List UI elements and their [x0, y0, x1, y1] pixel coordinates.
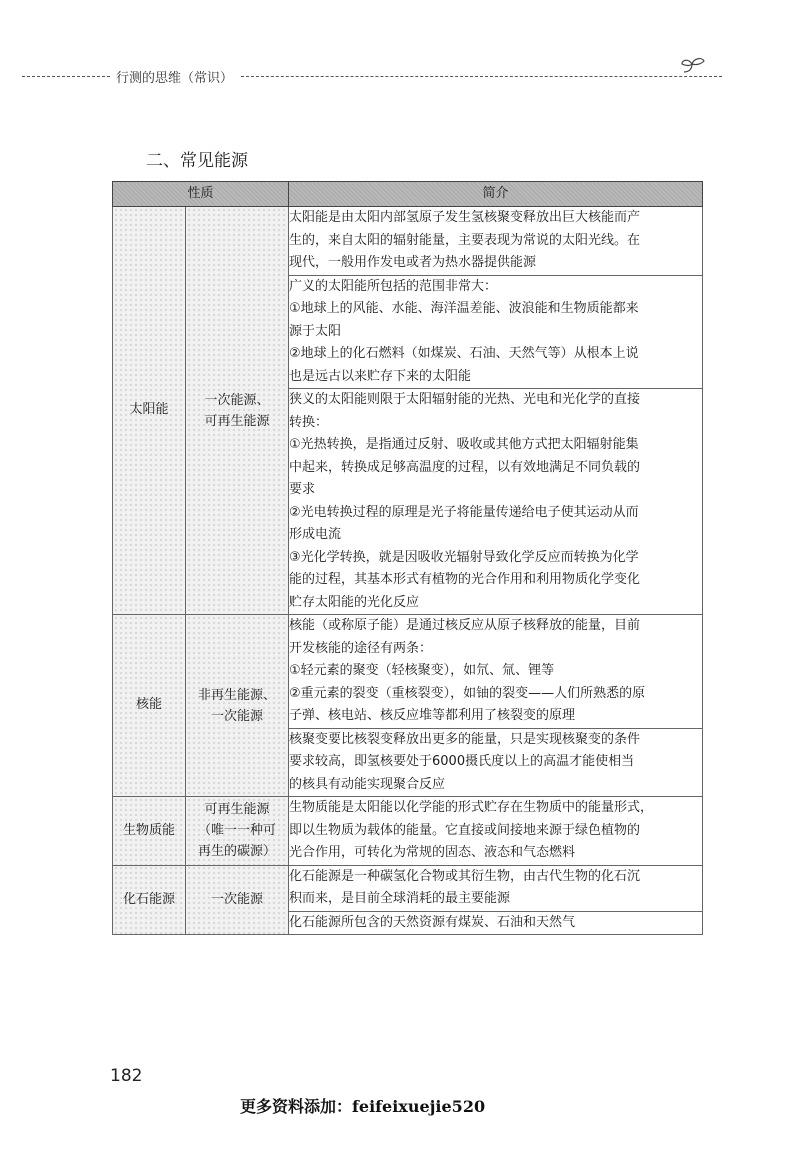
description-line: 也是远古以来贮存下来的太阳能	[289, 368, 472, 384]
description-line: 转换：	[289, 414, 329, 430]
description-line: ②光电转换过程的原理是光子将能量传递给电子使其运动从而	[289, 504, 639, 520]
description-cell	[289, 797, 703, 866]
sprout-icon	[680, 56, 706, 76]
page-number: 182	[110, 1066, 143, 1086]
description-line: 积而来，是目前全球消耗的最主要能源	[289, 891, 511, 906]
description-line: 光合作用，可转化为常规的固态、液态和气态燃料	[289, 845, 576, 860]
description-line: 核能（或称原子能）是通过核反应从原子核释放的能量，目前	[289, 618, 641, 633]
description-line: 开发核能的途径有两条：	[289, 640, 433, 656]
description-line: ①轻元素的聚变（轻核聚变），如氘、氚、锂等	[289, 663, 555, 678]
header-rule-left	[22, 76, 110, 77]
nature-line: 一次能源	[211, 708, 264, 724]
nature-line: 一次能源	[211, 892, 264, 908]
energy-nature-cell	[186, 615, 289, 797]
description-line: 要求较高，即氢核要处于6000摄氏度以上的高温才能使相当	[289, 754, 635, 769]
description-cell	[289, 615, 703, 729]
nature-line: （唯一一种可	[198, 823, 277, 839]
description-line: 即以生物质为载体的能量。它直接或间接地来源于绿色植物的	[289, 822, 641, 838]
description-line: ②地球上的化石燃料（如煤炭、石油、天然气等）从根本上说	[289, 346, 639, 361]
nature-line: 再生的碳源）	[198, 844, 277, 860]
energy-type-cell: 生物质能	[113, 797, 186, 866]
table-header-row	[113, 182, 703, 207]
section-title: 二、常见能源	[146, 151, 248, 171]
running-header	[22, 64, 722, 88]
energy-type-cell: 化石能源	[113, 865, 186, 935]
nature-line: 非再生能源、	[198, 687, 277, 703]
description-line: 贮存太阳能的光化反应	[289, 594, 420, 610]
description-cell	[289, 728, 703, 797]
description-line: 太阳能是由太阳内部氢原子发生氢核聚变释放出巨大核能而产	[289, 210, 641, 225]
description-line: 核聚变要比核裂变释放出更多的能量，只是实现核聚变的条件	[289, 731, 641, 747]
table-row	[113, 207, 703, 276]
description-line: ③光化学转换，就是因吸收光辐射导致化学反应而转换为化学	[289, 549, 639, 565]
description-line: 广义的太阳能所包括的范围非常大：	[289, 278, 498, 294]
description-cell	[289, 865, 703, 911]
description-line: 化石能源是一种碳氢化合物或其衍生物，由古代生物的化石沉	[289, 868, 641, 884]
description-line: 源于太阳	[289, 323, 342, 339]
energy-nature-cell	[186, 865, 289, 935]
description-line: 生的，来自太阳的辐射能量，主要表现为常说的太阳光线。在	[289, 232, 641, 248]
energy-nature-cell	[186, 207, 289, 615]
description-cell	[289, 389, 703, 615]
nature-line: 可再生能源	[204, 413, 270, 429]
header-nature: 性质	[113, 182, 289, 207]
energy-table	[112, 181, 703, 935]
description-line: 生物质能是太阳能以化学能的形式贮存在生物质中的能量形式，	[289, 800, 654, 815]
description-line: 能的过程，其基本形式有植物的光合作用和利用物质化学变化	[289, 572, 641, 587]
nature-line: 一次能源、	[204, 392, 270, 408]
description-line: 化石能源所包含的天然资源有煤炭、石油和天然气	[289, 914, 576, 930]
description-line: ①光热转换，是指通过反射、吸收或其他方式把太阳辐射能集	[289, 437, 639, 452]
energy-type-cell: 核能	[113, 615, 186, 797]
description-line: ②重元素的裂变（重核裂变），如铀的裂变——人们所熟悉的原	[289, 685, 646, 701]
description-cell	[289, 207, 703, 276]
description-line: ①地球上的风能、水能、海洋温差能、波浪能和生物质能都来	[289, 301, 639, 316]
table-row	[113, 865, 703, 911]
description-line: 狭义的太阳能则限于太阳辐射能的光热、光电和光化学的直接	[289, 392, 641, 407]
description-line: 中起来，转换成足够高温度的过程，以有效地满足不同负载的	[289, 459, 641, 475]
table-row	[113, 615, 703, 729]
description-line: 现代，一般用作发电或者为热水器提供能源	[289, 255, 537, 270]
book-title: 行测的思维（常识）	[116, 70, 234, 86]
description-line: 的核具有动能实现聚合反应	[289, 776, 446, 792]
description-line: 形成电流	[289, 527, 342, 542]
header-rule-right	[241, 76, 722, 77]
description-line: 子弹、核电站、核反应堆等都利用了核裂变的原理	[289, 708, 576, 723]
nature-line: 可再生能源	[204, 802, 270, 818]
description-cell	[289, 275, 703, 389]
energy-type-cell: 太阳能	[113, 207, 186, 615]
description-line: 要求	[289, 482, 316, 497]
energy-nature-cell	[186, 797, 289, 866]
table-body	[113, 207, 703, 935]
table-row	[113, 797, 703, 866]
description-cell	[289, 911, 703, 935]
header-intro: 简介	[289, 182, 703, 207]
footer-note: 更多资料添加：feifeixuejie520	[240, 1097, 486, 1116]
